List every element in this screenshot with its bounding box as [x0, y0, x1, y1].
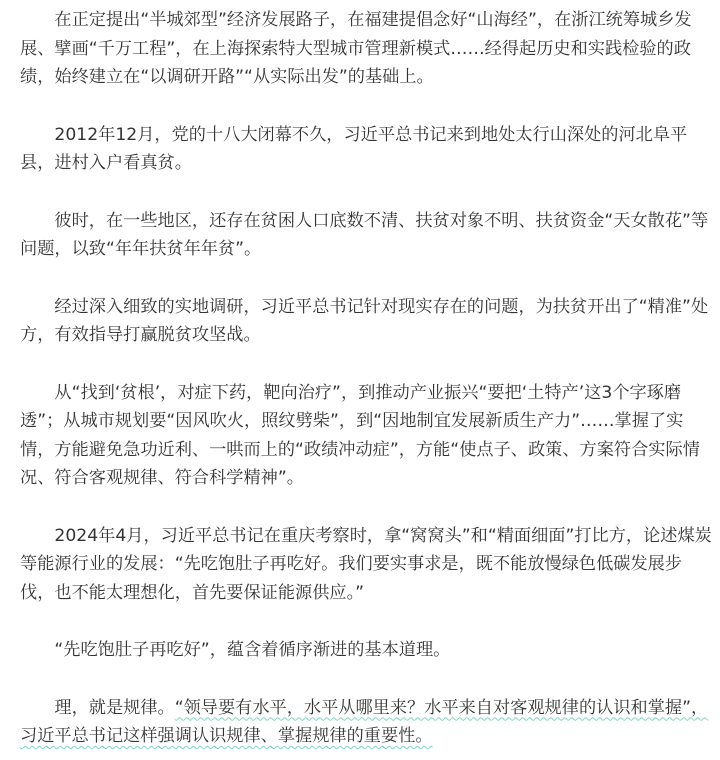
quote-underlined: “领导要有水平，水平从哪里来？水平来自对客观规律的认识和掌握”，习近平总书记这样强调认识规律、掌握规律的重要性。 — [20, 697, 709, 746]
paragraph-5: 从“找到‘贫根’，对症下药，靶向治疗”，到推动产业振兴“要把‘土特产’这3个字琢磨透”；从城市规划要“因风吹火，照纹劈柴”，到“因地制宜发展新质生产力”……掌握了实情，方能避免急功近利、一哄而上的“政绩冲动症”，方能“使点子、政策、方案符合实际情况、符合客观规律、符合科学精神”。 — [20, 382, 700, 488]
paragraph-8-lead: 理，就是规律。 — [54, 697, 175, 718]
paragraph-7: “先吃饱肚子再吃好”，蕴含着循序渐进的基本道理。 — [54, 640, 451, 660]
paragraph-8 — [20, 694, 712, 751]
paragraph-3: 彼时，在一些地区，还存在贫困人口底数不清、扶贫对象不明、扶贫资金“天女散花”等问题，以致“年年扶贫年年贫”。 — [20, 210, 709, 259]
paragraph-4: 经过深入细致的实地调研，习近平总书记针对现实存在的问题，为扶贫开出了“精准”处方，有效指导打赢脱贫攻坚战。 — [20, 296, 709, 345]
paragraph-2: 2012年12月，党的十八大闭幕不久，习近平总书记来到地处太行山深处的河北阜平县，进村入户看真贫。 — [20, 124, 688, 173]
paragraph-1: 在正定提出“半城郊型”经济发展路子，在福建提倡念好“山海经”，在浙江统筹城乡发展、擘画“千万工程”，在上海探索特大型城市管理新模式……经得起历史和实践检验的政绩，始终建立在“以调研开路”“从实际出发”的基础上。 — [20, 10, 692, 87]
paragraph-6: 2024年4月，习近平总书记在重庆考察时，拿“窝窝头”和“精面细面”打比方，论述煤炭等能源行业的发展：“先吃饱肚子再吃好。我们要实事求是，既不能放慢绿色低碳发展步伐，也不能太理想化，首先要保证能源供应。” — [20, 525, 712, 603]
article-body — [20, 6, 712, 751]
